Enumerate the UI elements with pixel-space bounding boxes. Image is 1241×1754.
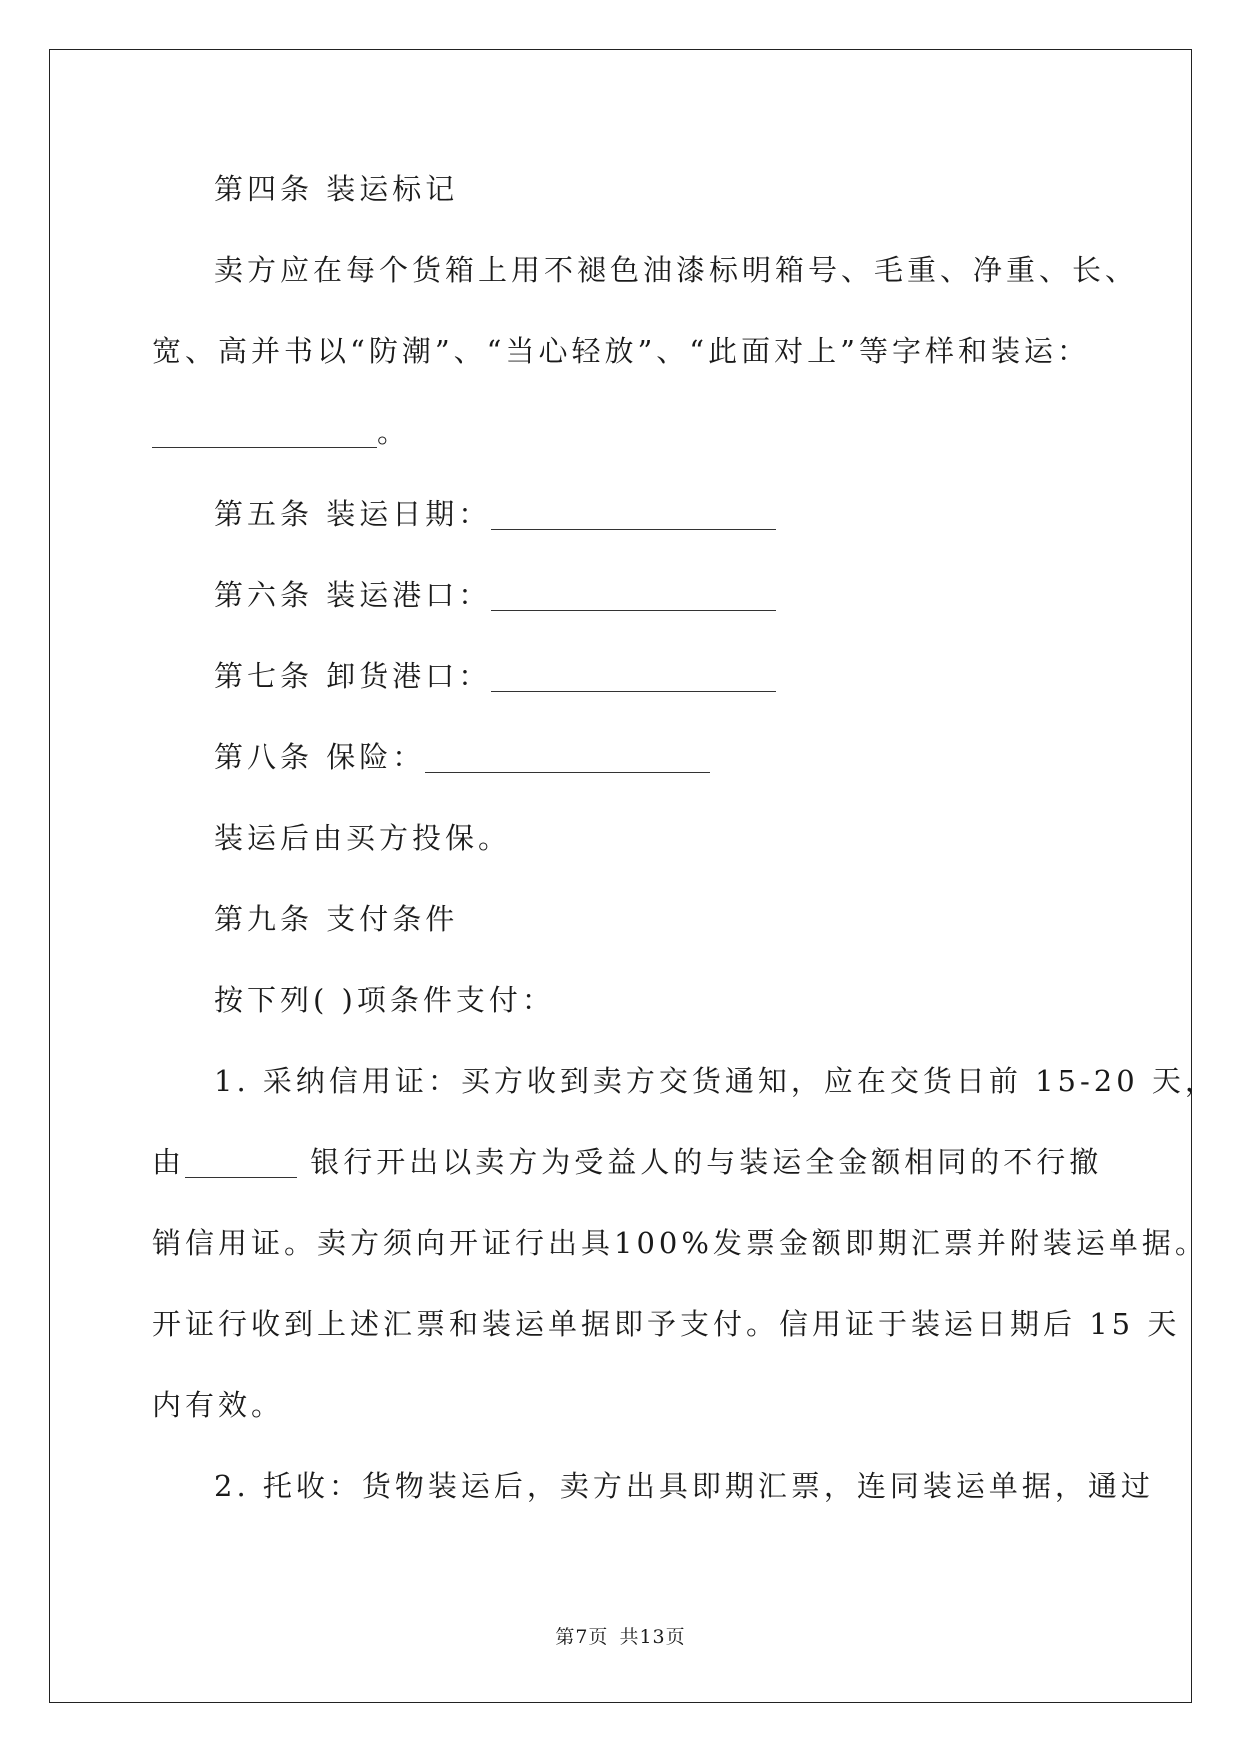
- blank-field: [491, 663, 776, 692]
- blank-field: [491, 501, 776, 530]
- article9-item1-line3: 销信用证。卖方须向开证行出具100%发票金额即期汇票并附装运单据。: [152, 1226, 1208, 1260]
- article6-label: 第六条 装运港口：: [214, 578, 492, 612]
- article7-label: 第七条 卸货港口：: [214, 659, 492, 693]
- blank-field: [425, 744, 710, 773]
- article9-item1-line5: 内有效。: [152, 1388, 285, 1422]
- article5-label: 第五条 装运日期：: [214, 497, 492, 531]
- blank-field: [491, 582, 776, 611]
- blank-field: [185, 1149, 297, 1178]
- article4-line3-end: 。: [377, 415, 411, 449]
- article9-item1-line4: 开证行收到上述汇票和装运单据即予支付。信用证于装运日期后 15 天: [152, 1307, 1181, 1341]
- page-border: [49, 49, 1192, 1703]
- article4-text-line3: [152, 412, 410, 452]
- article8-note: 装运后由买方投保。: [214, 821, 512, 855]
- article7-line: [214, 656, 776, 696]
- page-current: 第7页: [555, 1626, 609, 1648]
- article6-line: [214, 575, 776, 615]
- article8-label: 第八条 保险：: [214, 740, 426, 774]
- page-footer: [0, 1625, 1241, 1649]
- article5-line: [214, 494, 776, 534]
- article9-item2-line1: 2. 托收：货物装运后，卖方出具即期汇票，连同装运单据，通过: [214, 1469, 1154, 1503]
- article8-line: [214, 737, 710, 777]
- item1-line2-end: 银行开出以卖方为受益人的与装运全金额相同的不行撤: [297, 1145, 1103, 1179]
- blank-field: [152, 419, 377, 448]
- article4-heading: 第四条 装运标记: [214, 172, 459, 206]
- article4-text-line1: 卖方应在每个货箱上用不褪色油漆标明箱号、毛重、净重、长、: [214, 253, 1139, 287]
- article9-item1-line2: [152, 1142, 1102, 1182]
- article9-intro: 按下列( )项条件支付：: [214, 983, 555, 1017]
- article9-item1-line1: 1. 采纳信用证：买方收到卖方交货通知，应在交货日前 15-20 天，: [214, 1064, 1218, 1098]
- item1-line2-start: 由: [152, 1145, 186, 1179]
- page-total: 共13页: [619, 1626, 686, 1648]
- article4-text-line2: 宽、高并书以“防潮”、“当心轻放”、“此面对上”等字样和装运：: [152, 334, 1090, 368]
- article9-heading: 第九条 支付条件: [214, 902, 459, 936]
